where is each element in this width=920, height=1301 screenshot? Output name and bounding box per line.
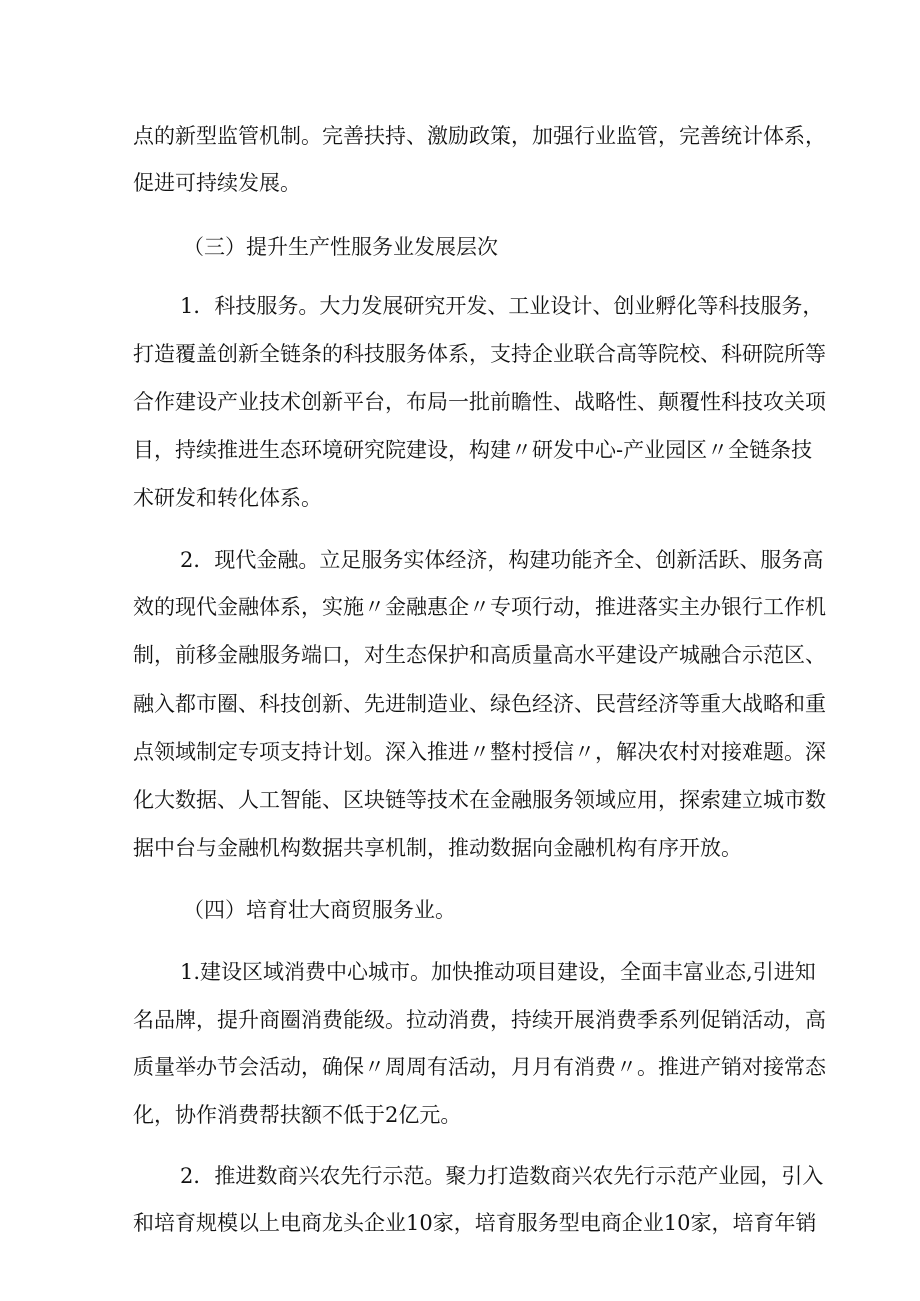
paragraph-4-line-3: 质量举办节会活动，确保〃周周有活动，月月有消费〃。推进产销对接常态 bbox=[133, 1055, 826, 1079]
paragraph-3-line-3: 制，前移金融服务端口，对生态保护和高质量高水平建设产城融合示范区、 bbox=[133, 643, 826, 667]
paragraph-1-line-1: 点的新型监管机制。完善扶持、激励政策，加强行业监管，完善统计体系， bbox=[133, 124, 826, 148]
paragraph-5-line-2: 和培育规模以上电商龙头企业10家，培育服务型电商企业10家，培育年销 bbox=[133, 1211, 817, 1235]
paragraph-3-line-4: 融入都市圈、科技创新、先进制造业、绿色经济、民营经济等重大战略和重 bbox=[133, 692, 826, 716]
paragraph-3-line-2: 效的现代金融体系，实施〃金融惠企〃专项行动，推进落实主办银行工作机 bbox=[133, 595, 826, 619]
section-heading-3: （三）提升生产性服务业发展层次 bbox=[183, 235, 498, 259]
paragraph-5-line-1: 2．推进数商兴农先行示范。聚力打造数商兴农先行示范产业园，引入 bbox=[180, 1164, 824, 1188]
paragraph-2-line-3: 合作建设产业技术创新平台，布局一批前瞻性、战略性、颠覆性科技攻关项 bbox=[133, 390, 826, 414]
paragraph-2-line-1: 1．科技服务。大力发展研究开发、工业设计、创业孵化等科技服务， bbox=[180, 294, 824, 318]
paragraph-4-line-1: 1.建设区域消费中心城市。加快推动项目建设，全面丰富业态,引进知 bbox=[180, 960, 816, 984]
paragraph-2-line-5: 术研发和转化体系。 bbox=[133, 486, 322, 510]
paragraph-4-line-2: 名品牌，提升商圈消费能级。拉动消费，持续开展消费季系列促销活动，高 bbox=[133, 1008, 826, 1032]
paragraph-1-line-2: 促进可持续发展。 bbox=[133, 171, 301, 195]
section-heading-4: （四）培育壮大商贸服务业。 bbox=[183, 898, 456, 922]
paragraph-3-line-1: 2．现代金融。立足服务实体经济，构建功能齐全、创新活跃、服务高 bbox=[180, 548, 824, 572]
paragraph-2-line-4: 目，持续推进生态环境研究院建设，构建〃研发中心-产业园区〃全链条技 bbox=[133, 438, 813, 462]
paragraph-2-line-2: 打造覆盖创新全链条的科技服务体系，支持企业联合高等院校、科研院所等 bbox=[133, 342, 826, 366]
paragraph-3-line-5: 点领域制定专项支持计划。深入推进〃整村授信〃，解决农村对接难题。深 bbox=[133, 740, 826, 764]
paragraph-4-line-4: 化，协作消费帮扶额不低于2亿元。 bbox=[133, 1103, 462, 1127]
paragraph-3-line-7: 据中台与金融机构数据共享机制，推动数据向金融机构有序开放。 bbox=[133, 836, 742, 860]
paragraph-3-line-6: 化大数据、人工智能、区块链等技术在金融服务领域应用，探索建立城市数 bbox=[133, 788, 826, 812]
